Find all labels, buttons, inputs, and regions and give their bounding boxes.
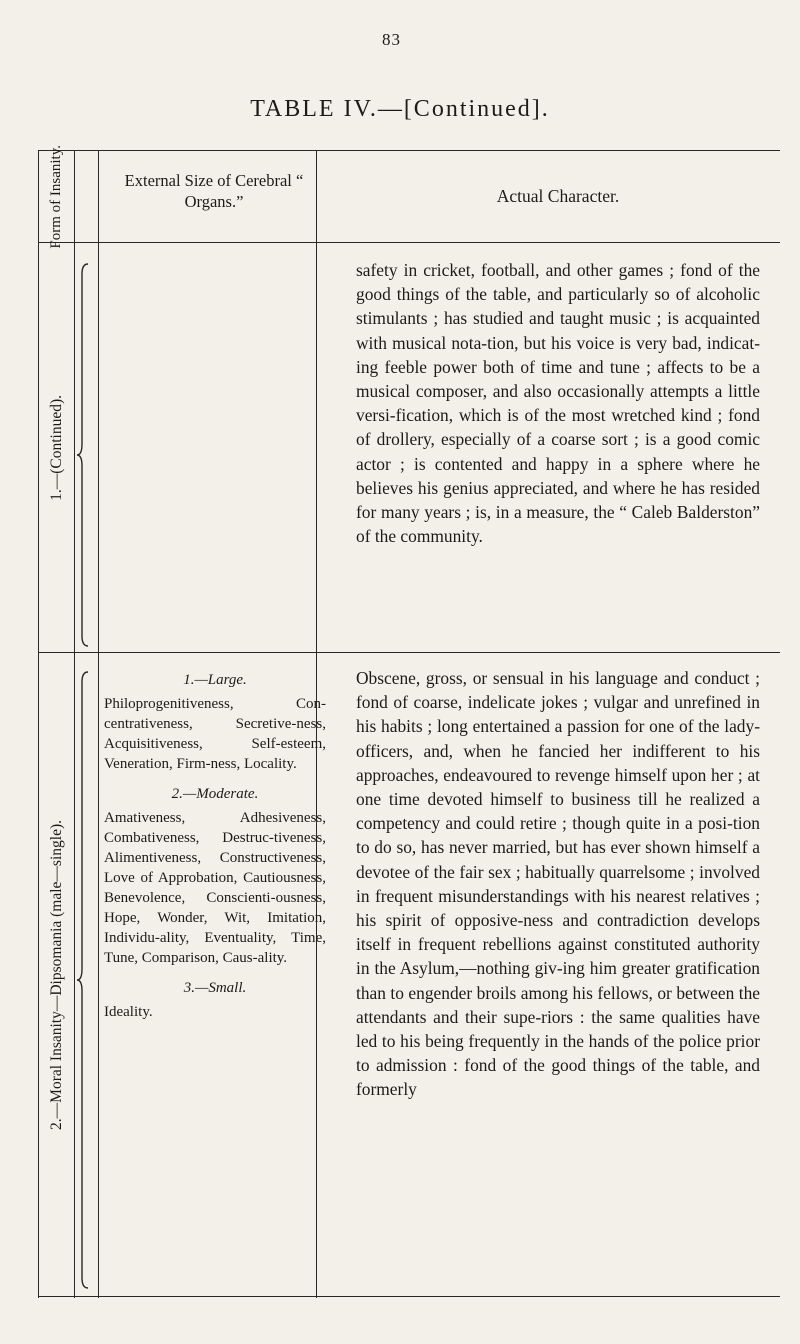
table (38, 145, 780, 1298)
rule-top (38, 150, 780, 151)
size-moderate-label: 2.—Moderate. (171, 786, 259, 802)
rule-header (38, 242, 780, 243)
rule-col-2 (74, 150, 75, 1298)
size-moderate-organs: Amativeness, Adhesiveness, Combativeness, Destruc-tiveness, Alimentiveness, Constructiveness, Love of Approbation, Cautiousness, Benevolence, Conscienti-ousness, Hope, Wonder, Wit, Imitation, Individu-ality, Eventuality, Time, Tune, Comparison, Caus-ality. (104, 810, 326, 966)
size-small-label: 3.—Small. (183, 980, 247, 996)
rule-bottom (38, 1296, 780, 1297)
header-actual-character: Actual Character. (496, 186, 620, 206)
row-1-actual-character: safety in cricket, football, and other games ; fond of the good things of the table, and particularly so of alcoholic stimulants ; has studied and taught music ; is acquainted with musical nota-tion, but his voice is very bad, indicat-ing feeble power both of time and tune ; affects to be a musical composer, and also occasionally attempts a little versi-fication, which is of the most wretched kind ; fond of drollery, especially of a coarse sort ; is a good comic actor ; is contented and happy in a sphere where he believes his genius appreciated, and where he has resided for many years ; is, in a measure, the “ Caleb Balderston” of the community. (356, 260, 760, 547)
table-title: TABLE IV.—[Continued]. (250, 96, 550, 122)
row-2-actual-character: Obscene, gross, or sensual in his language and conduct ; fond of coarse, indelicate jokes ; vulgar and unrefined in his habits ; long entertained a passion for one of the lady-officers, and, when he fancied her indifferent to his approaches, endeavoured to revenge himself upon her ; at one time devoted himself to business till he realized a competency and could retire ; though quite in a posi-tion to do so, has never married, but has ever shown himself a devotee of the fair sex ; habitually quarrelsome ; involved in frequent misunderstandings with his nearest relatives ; his spirit of opposive-ness and contradiction develops itself in frequent rebellions against constituted authority in the Asylum,—nothing giv-ing him greater gratification than to engender broils among his fellows, or between the attendants and their supe-riors : the same qualities have led to his being frequently in the hands of the police prior to admission : fond of the good things of the table, and formerly (356, 668, 760, 1100)
header-form-of-insanity: Form of Insanity. (47, 145, 64, 249)
rule-col-3 (98, 150, 99, 1298)
header-form-cell (38, 145, 74, 249)
row-1-form-label: 1.—(Continued). (47, 395, 65, 501)
size-large-organs: Philoprogenitiveness, Con-centrativeness, Secretive-ness, Acquisitiveness, Self-esteem, Veneration, Firm-ness, Locality. (104, 696, 326, 772)
row-2-form-label: 2.—Moral Insanity—Dipsomania (male—single). (47, 820, 65, 1130)
row-1-form-cell (38, 250, 74, 646)
size-large-label: 1.—Large. (183, 672, 247, 688)
header-external-size: External Size of Cerebral “ Organs.” (124, 171, 304, 211)
brace-icon (76, 262, 96, 648)
size-small-organs: Ideality. (104, 1004, 153, 1020)
rule-row-divider (38, 652, 780, 653)
brace-icon (76, 670, 96, 1290)
row-2-external-sizes (104, 670, 326, 1032)
row-2-form-cell (38, 660, 74, 1290)
page-number: 83 (382, 30, 401, 49)
